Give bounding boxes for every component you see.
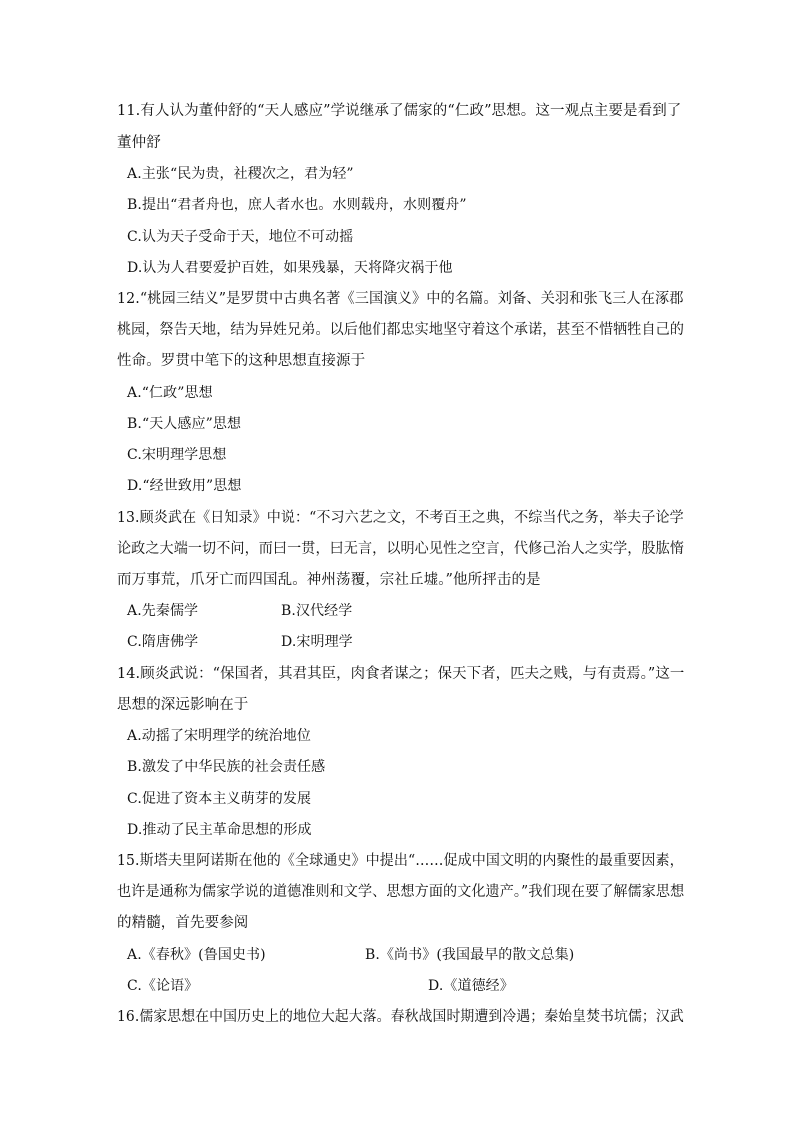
q15-option-c: C.《论语》 — [127, 978, 199, 994]
q11-option-c: C.认为天子受命于天，地位不可动摇 — [127, 229, 354, 245]
q11-option-a: A.主张“民为贵，社稷次之，君为轻” — [127, 166, 354, 182]
q11-option-d: D.认为人君要爱护百姓，如果残暴，天将降灾祸于他 — [127, 260, 453, 276]
q14-stem-line-2: 思想的深远影响在于 — [117, 697, 249, 713]
q12-stem-line-1: 12.“桃园三结义”是罗贯中古典名著《三国演义》中的名篇。刘备、关羽和张飞三人在涿郡 — [117, 291, 684, 307]
q11-option-b: B.提出“君者舟也，庶人者水也。水则载舟，水则覆舟” — [127, 197, 467, 213]
q12-option-d: D.“经世致用”思想 — [127, 478, 242, 494]
q13-stem-line-1: 13.顾炎武在《日知录》中说：“不习六艺之文，不考百王之典，不综当代之务，举夫子论学 — [117, 510, 684, 526]
q11-stem-line-2: 董仲舒 — [117, 135, 161, 151]
q14-option-d: D.推动了民主革命思想的形成 — [127, 822, 312, 838]
q15-option-a: A.《春秋》(鲁国史书) — [127, 947, 266, 963]
q12-stem-line-2: 桃园，祭告天地，结为异姓兄弟。以后他们都忠实地坚守着这个承诺，甚至不惜牺牲自己的 — [117, 322, 685, 338]
q14-option-b: B.激发了中华民族的社会责任感 — [127, 759, 326, 775]
q15-option-d: D.《道德经》 — [428, 978, 514, 994]
q12-option-b: B.“天人感应”思想 — [127, 416, 242, 432]
q13-option-d: D.宋明理学 — [281, 634, 353, 650]
q11-stem-line-1: 11.有人认为董仲舒的“天人感应”学说继承了儒家的“仁政”思想。这一观点主要是看到了 — [117, 103, 682, 119]
q15-option-b: B.《尚书》(我国最早的散文总集) — [365, 947, 575, 963]
q13-option-c: C.隋唐佛学 — [127, 634, 199, 650]
q13-option-a: A.先秦儒学 — [127, 603, 199, 619]
q12-stem-line-3: 性命。罗贯中笔下的这种思想直接源于 — [117, 353, 366, 369]
q16-stem-line-1: 16.儒家思想在中国历史上的地位大起大落。春秋战国时期遭到冷遇；秦始皇焚书坑儒；汉武 — [117, 1009, 684, 1025]
q14-option-c: C.促进了资本主义萌芽的发展 — [127, 791, 312, 807]
q13-stem-line-3: 而万事荒，爪牙亡而四国乱。神州荡覆，宗社丘墟。”他所抨击的是 — [117, 572, 541, 588]
q15-stem-line-3: 的精髓，首先要参阅 — [117, 915, 249, 931]
q12-option-a: A.“仁政”思想 — [127, 385, 213, 401]
q13-option-b: B.汉代经学 — [281, 603, 353, 619]
q12-option-c: C.宋明理学思想 — [127, 447, 227, 463]
q15-stem-line-2: 也许是通称为儒家学说的道德准则和文学、思想方面的文化遗产。”我们现在要了解儒家思想 — [117, 884, 685, 900]
q15-stem-line-1: 15.斯塔夫里阿诺斯在他的《全球通史》中提出“……促成中国文明的内聚性的最重要因素， — [117, 853, 684, 869]
q14-option-a: A.动摇了宋明理学的统治地位 — [127, 728, 311, 744]
q13-stem-line-2: 论政之大端一切不问，而曰一贯，曰无言，以明心见性之空言，代修己治人之实学，股肱惰 — [117, 541, 685, 557]
q14-stem-line-1: 14.顾炎武说：“保国者，其君其臣，肉食者谋之；保天下者，匹夫之贱，与有责焉。”这一 — [117, 666, 685, 682]
